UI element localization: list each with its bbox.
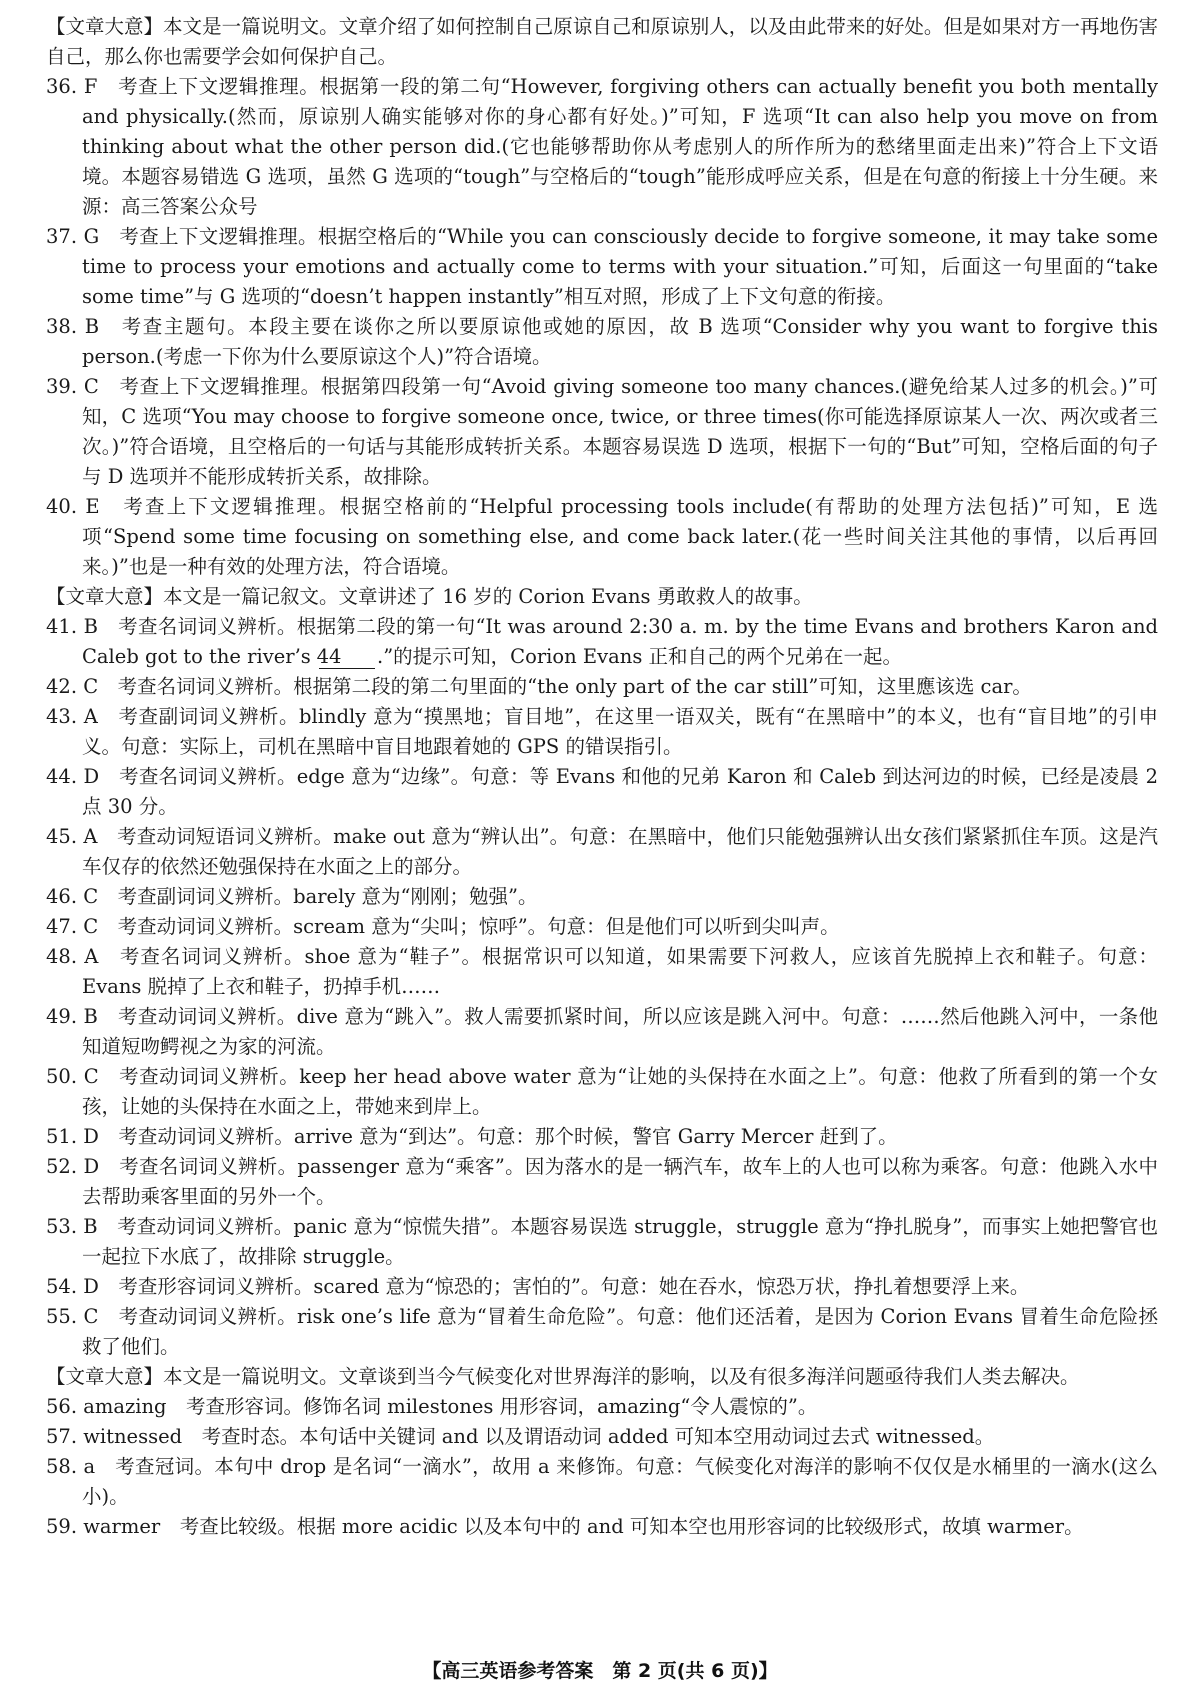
answer-item: 57. witnessed 考查时态。本句话中关键词 and 以及谓语动词 added 可知本空用动词过去式 witnessed。 [46,1425,995,1448]
answer-item: 39. C 考查上下文逻辑推理。根据第四段第一句“Avoid giving someone too many chances.(避免给某人过多的机会。)”可知，C 选项“You may choose to forgive someone once, twice, or three times(你可能选择原谅某人一次、两次或者三次。)”符合语境，且空格后的一句话与其能形成转折关系。本题容易误选 D 选项，根据下一句的“But”可知，空格后面的句子与 D 选项并不能形成转折关系，故排除。 [46,375,1158,488]
answer-item: 36. F 考查上下文逻辑推理。根据第一段的第二句“However, forgiving others can actually benefit you both mentally and physically.(然而，原谅别人确实能够对你的身心都有好处。)”可知，F 选项“It can also help you move on from thinking about what the other person did.(它也能够帮助你从考虑别人的所作所为的愁绪里面走出来)”符合上下文语境。本题容易错选 G 选项，虽然 G 选项的“tough”与空格后的“tough”能形成呼应关系，但是在句意的衔接上十分生硬。来源：高三答案公众号 [46,75,1158,218]
passage-summary: 【文章大意】本文是一篇说明文。文章谈到当今气候变化对世界海洋的影响，以及有很多海洋问题亟待我们人类去解决。 [46,1365,1080,1388]
answer-item: 38. B 考查主题句。本段主要在谈你之所以要原谅他或她的原因，故 B 选项“Consider why you want to forgive this person.(考虑一下你为什么要原谅这个人)”符合语境。 [46,315,1158,368]
answer-item: 50. C 考查动词词义辨析。keep her head above water 意为“让她的头保持在水面之上”。句意：他救了所看到的第一个女孩，让她的头保持在水面之上，带她来到岸上。 [46,1065,1158,1118]
answer-item: 48. A 考查名词词义辨析。shoe 意为“鞋子”。根据常识可以知道，如果需要下河救人，应该首先脱掉上衣和鞋子。句意：Evans 脱掉了上衣和鞋子，扔掉手机…… [46,945,1158,998]
answer-item: 46. C 考查副词词义辨析。barely 意为“刚刚；勉强”。 [46,885,538,908]
answer-page [46,12,1158,1542]
passage-summary: 【文章大意】本文是一篇记叙文。文章讲述了 16 岁的 Corion Evans 勇敢救人的故事。 [46,585,813,608]
answer-item: 51. D 考查动词词义辨析。arrive 意为“到达”。句意：那个时候，警官 Garry Mercer 赶到了。 [46,1125,898,1148]
answer-item: 43. A 考查副词词义辨析。blindly 意为“摸黑地；盲目地”，在这里一语双关，既有“在黑暗中”的本义，也有“盲目地”的引申义。句意：实际上，司机在黑暗中盲目地跟着她的 GPS 的错误指引。 [46,705,1158,758]
answer-item: 54. D 考查形容词词义辨析。scared 意为“惊恐的；害怕的”。句意：她在吞水，惊恐万状，挣扎着想要浮上来。 [46,1275,1030,1298]
answer-item: 58. a 考查冠词。本句中 drop 是名词“一滴水”，故用 a 来修饰。句意：气候变化对海洋的影响不仅仅是水桶里的一滴水(这么小)。 [46,1455,1158,1508]
answer-item: 45. A 考查动词短语词义辨析。make out 意为“辨认出”。句意：在黑暗中，他们只能勉强辨认出女孩们紧紧抓住车顶。这是汽车仅存的依然还勉强保持在水面之上的部分。 [46,825,1158,878]
answer-item: 53. B 考查动词词义辨析。panic 意为“惊慌失措”。本题容易误选 struggle，struggle 意为“挣扎脱身”，而事实上她把警官也一起拉下水底了，故排除 struggle。 [46,1215,1158,1268]
blank-number: 44 [319,646,375,669]
answer-item: 56. amazing 考查形容词。修饰名词 milestones 用形容词，amazing“令人震惊的”。 [46,1395,818,1418]
answer-text: 41. B 考查名词词义辨析。根据第二段的第一句“It was around 2:30 a. m. by the time Evans and brothers Karon and Caleb got to the river’s [46,615,1158,668]
answer-item: 59. warmer 考查比较级。根据 more acidic 以及本句中的 and 可知本空也用形容词的比较级形式，故填 warmer。 [46,1515,1084,1538]
answer-item: 42. C 考查名词词义辨析。根据第二段的第二句里面的“the only part of the car still”可知，这里應该选 car。 [46,675,1032,698]
answer-item: 37. G 考查上下文逻辑推理。根据空格后的“While you can consciously decide to forgive someone, it may take some time to process your emotions and actually come to terms with your situation.”可知，后面这一句里面的“take some time”与 G 选项的“doesn’t happen instantly”相互对照，形成了上下文句意的衔接。 [46,225,1158,308]
answer-item: 52. D 考查名词词义辨析。passenger 意为“乘客”。因为落水的是一辆汽车，故车上的人也可以称为乘客。句意：他跳入水中去帮助乘客里面的另外一个。 [46,1155,1158,1208]
passage-summary: 【文章大意】本文是一篇说明文。文章介绍了如何控制自己原谅自己和原谅别人，以及由此带来的好处。但是如果对方一再地伤害自己，那么你也需要学会如何保护自己。 [46,15,1158,68]
answer-item: 47. C 考查动词词义辨析。scream 意为“尖叫；惊呼”。句意：但是他们可以听到尖叫声。 [46,915,840,938]
answer-text: .”的提示可知，Corion Evans 正和自己的两个兄弟在一起。 [377,645,903,668]
answer-item: 55. C 考查动词词义辨析。risk one’s life 意为“冒着生命危险”。句意：他们还活着，是因为 Corion Evans 冒着生命危险拯救了他们。 [46,1305,1158,1358]
answer-item: 40. E 考查上下文逻辑推理。根据空格前的“Helpful processing tools include(有帮助的处理方法包括)”可知，E 选项“Spend some time focusing on something else, and come back later.(花一些时间关注其他的事情，以后再回来。)”也是一种有效的处理方法，符合语境。 [46,495,1158,578]
answer-item: 49. B 考查动词词义辨析。dive 意为“跳入”。救人需要抓紧时间，所以应该是跳入河中。句意：……然后他跳入河中，一条他知道短吻鳄视之为家的河流。 [46,1005,1158,1058]
answer-item [46,612,1158,672]
answer-item: 44. D 考查名词词义辨析。edge 意为“边缘”。句意：等 Evans 和他的兄弟 Karon 和 Caleb 到达河边的时候，已经是凌晨 2 点 30 分。 [46,765,1158,818]
page-footer: 【高三英语参考答案 第 2 页(共 6 页)】 [422,1660,778,1682]
